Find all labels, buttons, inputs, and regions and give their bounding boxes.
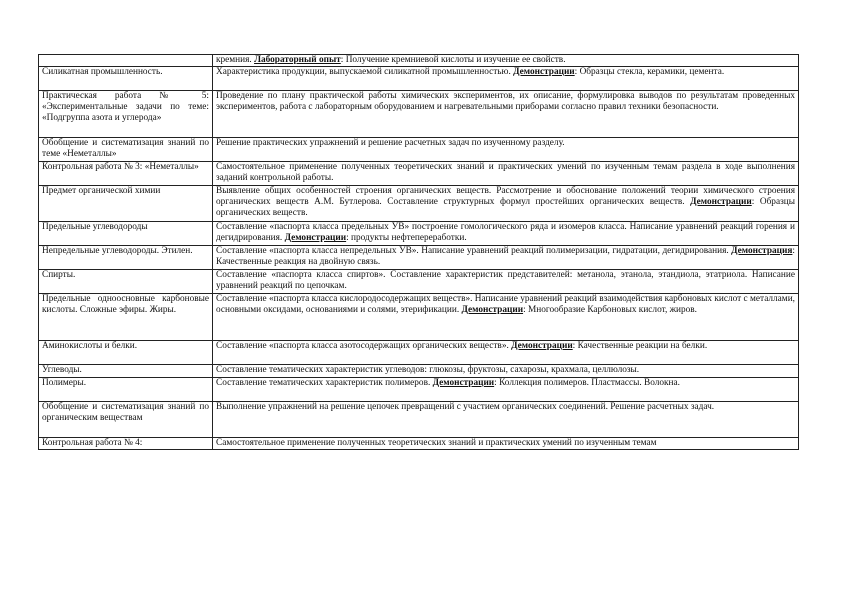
description-text: : Коллекция полимеров. Пластмассы. Волокна. <box>494 378 680 389</box>
description-text: кремния. <box>216 55 255 65</box>
description-text: : Качественные реакция на двойную связь. <box>216 246 795 268</box>
topic-cell: Полимеры. <box>39 378 213 402</box>
description-cell <box>213 91 799 138</box>
description-cell <box>213 270 799 294</box>
description-text: Составление «паспорта класса спиртов». Составление характеристик представителей: метанола, этанола, этандиола, этатриола. Написание уравнений реакций по цепочкам. <box>216 270 795 292</box>
table-row <box>39 222 799 246</box>
description-text: Выполнение упражнений на решение цепочек превращений с участием органических соединений. Решение расчетных задач. <box>216 402 715 413</box>
description-cell <box>213 246 799 270</box>
topic-cell: Контрольная работа № 3: «Неметаллы» <box>39 162 213 186</box>
table-row <box>39 162 799 186</box>
description-text: : Качественные реакции на белки. <box>572 341 708 352</box>
table-row <box>39 138 799 162</box>
topic-cell <box>39 55 213 67</box>
description-text: Самостоятельное применение полученных теоретических знаний и практических умений по изученным темам раздела в ходе выполнения заданий контрольной работы. <box>216 162 795 184</box>
description-text: : Образцы органических веществ. <box>216 197 795 219</box>
table-row <box>39 294 799 341</box>
table-row <box>39 341 799 365</box>
description-text: Решение практических упражнений и решение расчетных задач по изученному разделу. <box>216 138 565 149</box>
description-cell <box>213 438 799 450</box>
demonstration-label: Демонстрации <box>690 197 752 208</box>
description-text: Составление «паспорта класса азотосодержащих органических веществ». <box>216 341 512 352</box>
table-row <box>39 246 799 270</box>
demonstration-label: Лабораторный опыт <box>254 55 341 65</box>
demonstration-label: Демонстрации <box>461 305 524 316</box>
description-cell <box>213 138 799 162</box>
description-text: Составление тематических характеристик полимеров. <box>216 378 433 389</box>
table-row <box>39 67 799 91</box>
table-row <box>39 402 799 438</box>
demonstration-label: Демонстрации <box>432 378 495 389</box>
table-body <box>39 55 799 450</box>
description-cell <box>213 294 799 341</box>
topic-cell: Предельные углеводороды <box>39 222 213 246</box>
demonstration-label: Демонстрации <box>511 341 573 352</box>
topic-cell: Аминокислоты и белки. <box>39 341 213 365</box>
description-text: Выявление общих особенностей строения органических веществ. Рассмотрение и обоснование положений теории химического строения органических веществ А.М. Бутлерова. Составление структурных формул простейших органических веществ. <box>216 186 795 208</box>
description-text: : Получение кремниевой кислоты и изучение ее свойств. <box>340 55 566 65</box>
description-text: : Многообразие Карбоновых кислот, жиров. <box>523 305 698 316</box>
description-text: : продукты нефтепереработки. <box>346 233 467 244</box>
demonstration-label: Демонстрации <box>284 233 347 244</box>
topic-cell: Углеводы. <box>39 365 213 378</box>
description-cell <box>213 55 799 67</box>
description-text: Проведение по плану практической работы химических экспериментов, их описание, формулировка выводов по результатам проведенных экспериментов, работа с лабораторным оборудованием и нагревательными приборами согласно правил техники безопасности. <box>216 91 795 113</box>
description-text: Составление «паспорта класса непредельных УВ». Написание уравнений реакций полимеризации, гидратации, дегидрирования. <box>216 246 732 257</box>
description-cell <box>213 162 799 186</box>
description-text: Самостоятельное применение полученных теоретических знаний и практических умений по изученным темам <box>216 438 657 449</box>
description-cell <box>213 222 799 246</box>
topic-cell: Спирты. <box>39 270 213 294</box>
description-cell <box>213 186 799 222</box>
topic-cell: Непредельные углеводороды. Этилен. <box>39 246 213 270</box>
table-row <box>39 55 799 67</box>
topic-cell: Практическая работа № 5: «Экспериментальные задачи по теме: «Подгруппа азота и углерода» <box>39 91 213 138</box>
topic-cell: Обобщение и систематизация знаний по теме «Неметаллы» <box>39 138 213 162</box>
demonstration-label: Демонстрации <box>513 67 575 78</box>
description-cell <box>213 402 799 438</box>
topic-cell: Обобщение и систематизация знаний по органическим веществам <box>39 402 213 438</box>
topic-cell: Контрольная работа № 4: <box>39 438 213 450</box>
table-row <box>39 186 799 222</box>
topic-cell: Предельные одноосновные карбоновые кислоты. Сложные эфиры. Жиры. <box>39 294 213 341</box>
topic-cell: Предмет органической химии <box>39 186 213 222</box>
description-text: Характеристика продукции, выпускаемой силикатной промышленностью. <box>216 67 514 78</box>
description-text: Составление «паспорта класса предельных УВ» построение гомологического ряда и изомеров класса. Написание уравнений реакций горения и дегидрирования. <box>216 222 795 244</box>
description-text: Составление тематических характеристик углеводов: глюкозы, фруктозы, сахарозы, крахмала, целлюлозы. <box>216 365 640 376</box>
table-row <box>39 378 799 402</box>
description-cell <box>213 67 799 91</box>
activity-table <box>38 54 799 450</box>
table-row <box>39 91 799 138</box>
table-row <box>39 270 799 294</box>
topic-cell: Силикатная промышленность. <box>39 67 213 91</box>
table-row <box>39 438 799 450</box>
demonstration-label: Демонстрация <box>731 246 793 257</box>
description-text: : Образцы стекла, керамики, цемента. <box>574 67 725 78</box>
table-row <box>39 365 799 378</box>
description-text: Составление «паспорта класса кислородосодержащих веществ». Написание уравнений реакций взаимодействия карбоновых кислот с металлами, основными оксидами, основаниями и солями, этерификации. <box>216 294 795 316</box>
description-cell <box>213 378 799 402</box>
description-cell <box>213 341 799 365</box>
description-cell <box>213 365 799 378</box>
